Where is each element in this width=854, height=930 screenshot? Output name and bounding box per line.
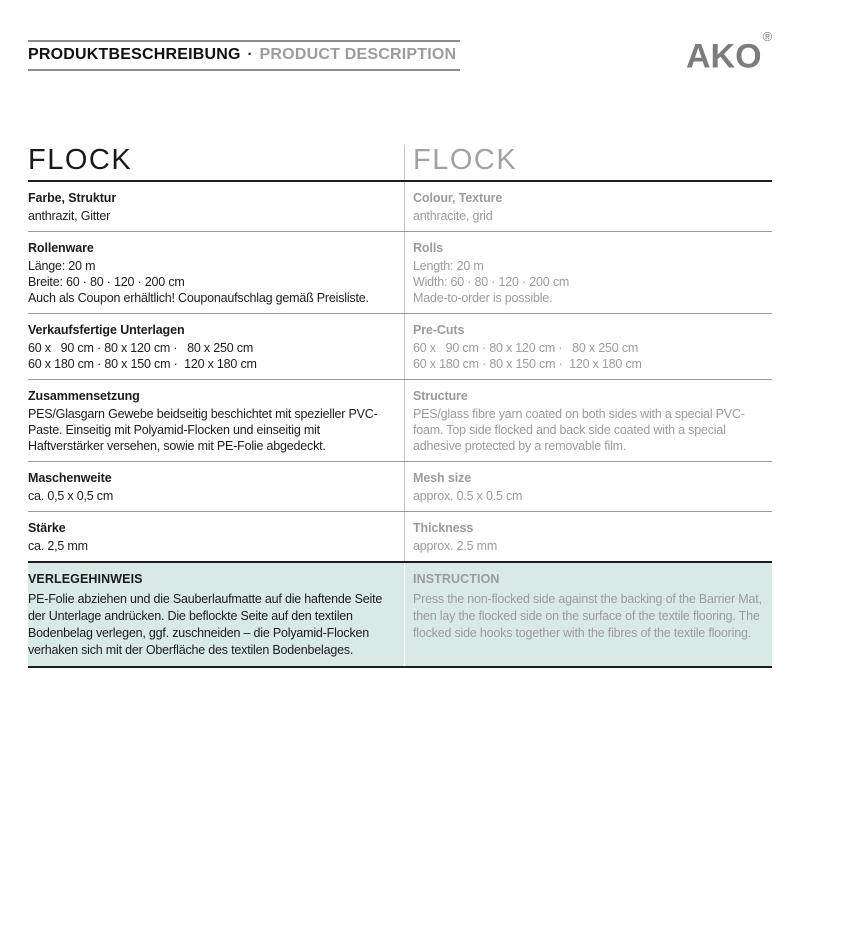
spec-de-cell (28, 314, 404, 379)
product-name-de: FLOCK (28, 144, 133, 176)
spec-value-en: 60 x 180 cm · 80 x 150 cm · 120 x 180 cm (413, 357, 642, 371)
spec-value-de: Länge: 20 m (28, 259, 96, 273)
spec-table (28, 145, 772, 668)
spec-title-en: Pre-Cuts (413, 323, 465, 337)
spec-title-en: Mesh size (413, 471, 472, 485)
spec-value-en: Length: 20 m (413, 259, 484, 273)
spec-value-de: PES/Glasgarn Gewebe beidseitig beschichtet mit spezieller PVC-Paste. Einseitig mit Polyamid-Flocken und einseitig mit Haftverstärker versehen, sowie mit PE-Folie abgedeckt. (28, 407, 378, 453)
spec-value-en: Width: 60 · 80 · 120 · 200 cm (413, 275, 570, 289)
instruction-en-cell (404, 563, 772, 666)
spec-de-cell (28, 512, 404, 561)
spec-row-colour-texture (28, 182, 772, 232)
spec-note-en: Made-to-order is possible. (413, 291, 553, 305)
spec-title-de: Verkaufsfertige Unterlagen (28, 323, 185, 337)
spec-de-cell (28, 462, 404, 511)
spec-title-de: Rollenware (28, 241, 94, 255)
product-name-en: FLOCK (413, 144, 518, 176)
spec-value-de: ca. 0,5 x 0,5 cm (28, 489, 114, 503)
instruction-text-de: PE-Folie abziehen und die Sauberlaufmatte auf die haftende Seite der Unterlage andrücken. Die beflockte Seite auf den textilen Bodenbelag verlegen, ggf. zuschneiden – die Polyamid-Flocken verhaken sich mit der Oberfläche des textilen Bodenbelages. (28, 592, 383, 657)
product-title-de-cell (28, 145, 404, 180)
spec-en-cell (404, 314, 772, 379)
spec-en-cell (404, 512, 772, 561)
spec-value-de: anthrazit, Gitter (28, 209, 111, 223)
ako-logo-text: AKO (686, 37, 762, 76)
spec-title-de: Zusammensetzung (28, 389, 140, 403)
spec-value-en: PES/glass fibre yarn coated on both sides with a special PVC-foam. Top side flocked and back side coated with a special adhesive protected by a removable film. (413, 407, 745, 453)
spec-title-de: Farbe, Struktur (28, 191, 117, 205)
spec-row-mesh-size (28, 462, 772, 512)
page-title (28, 46, 456, 64)
spec-value-de: 60 x 90 cm · 80 x 120 cm · 80 x 250 cm (28, 341, 254, 355)
spec-row-structure (28, 380, 772, 462)
registered-trademark-icon: ® (762, 29, 773, 44)
spec-en-cell (404, 380, 772, 461)
instruction-title-de: VERLEGEHINWEIS (28, 572, 143, 586)
spec-value-de: Breite: 60 · 80 · 120 · 200 cm (28, 275, 185, 289)
spec-title-en: Structure (413, 389, 468, 403)
spec-title-en: Colour, Texture (413, 191, 503, 205)
spec-de-cell (28, 182, 404, 231)
spec-row-precuts (28, 314, 772, 380)
spec-de-cell (28, 232, 404, 313)
spec-row-rolls (28, 232, 772, 314)
spec-value-en: approx. 0.5 x 0.5 cm (413, 489, 523, 503)
spec-en-cell (404, 182, 772, 231)
spec-value-en: anthracite, grid (413, 209, 493, 223)
spec-value-de: ca. 2,5 mm (28, 539, 88, 553)
instruction-text-en: Press the non-flocked side against the backing of the Barrier Mat, then lay the flocked side on the surface of the textile flooring. The flocked side hooks together with the fibres of the textile flooring. (413, 592, 762, 640)
ako-logo (686, 29, 773, 76)
spec-title-de: Maschenweite (28, 471, 112, 485)
title-separator: · (247, 46, 253, 63)
instruction-de-cell (28, 563, 404, 666)
spec-value-de: 60 x 180 cm · 80 x 150 cm · 120 x 180 cm (28, 357, 257, 371)
spec-title-de: Stärke (28, 521, 66, 535)
product-title-en-cell (404, 145, 772, 180)
page-title-en: PRODUCT DESCRIPTION (259, 46, 457, 63)
spec-row-thickness (28, 512, 772, 561)
page-header (28, 40, 460, 71)
spec-title-en: Rolls (413, 241, 444, 255)
instruction-row (28, 561, 772, 668)
product-title-row (28, 145, 772, 182)
spec-en-cell (404, 232, 772, 313)
spec-de-cell (28, 380, 404, 461)
spec-title-en: Thickness (413, 521, 474, 535)
spec-note-de: Auch als Coupon erhältlich! Couponaufschlag gemäß Preisliste. (28, 291, 369, 305)
spec-value-en: 60 x 90 cm · 80 x 120 cm · 80 x 250 cm (413, 341, 639, 355)
spec-en-cell (404, 462, 772, 511)
spec-value-en: approx. 2.5 mm (413, 539, 498, 553)
page-title-de: PRODUKTBESCHREIBUNG (28, 46, 241, 63)
instruction-title-en: INSTRUCTION (413, 572, 500, 586)
